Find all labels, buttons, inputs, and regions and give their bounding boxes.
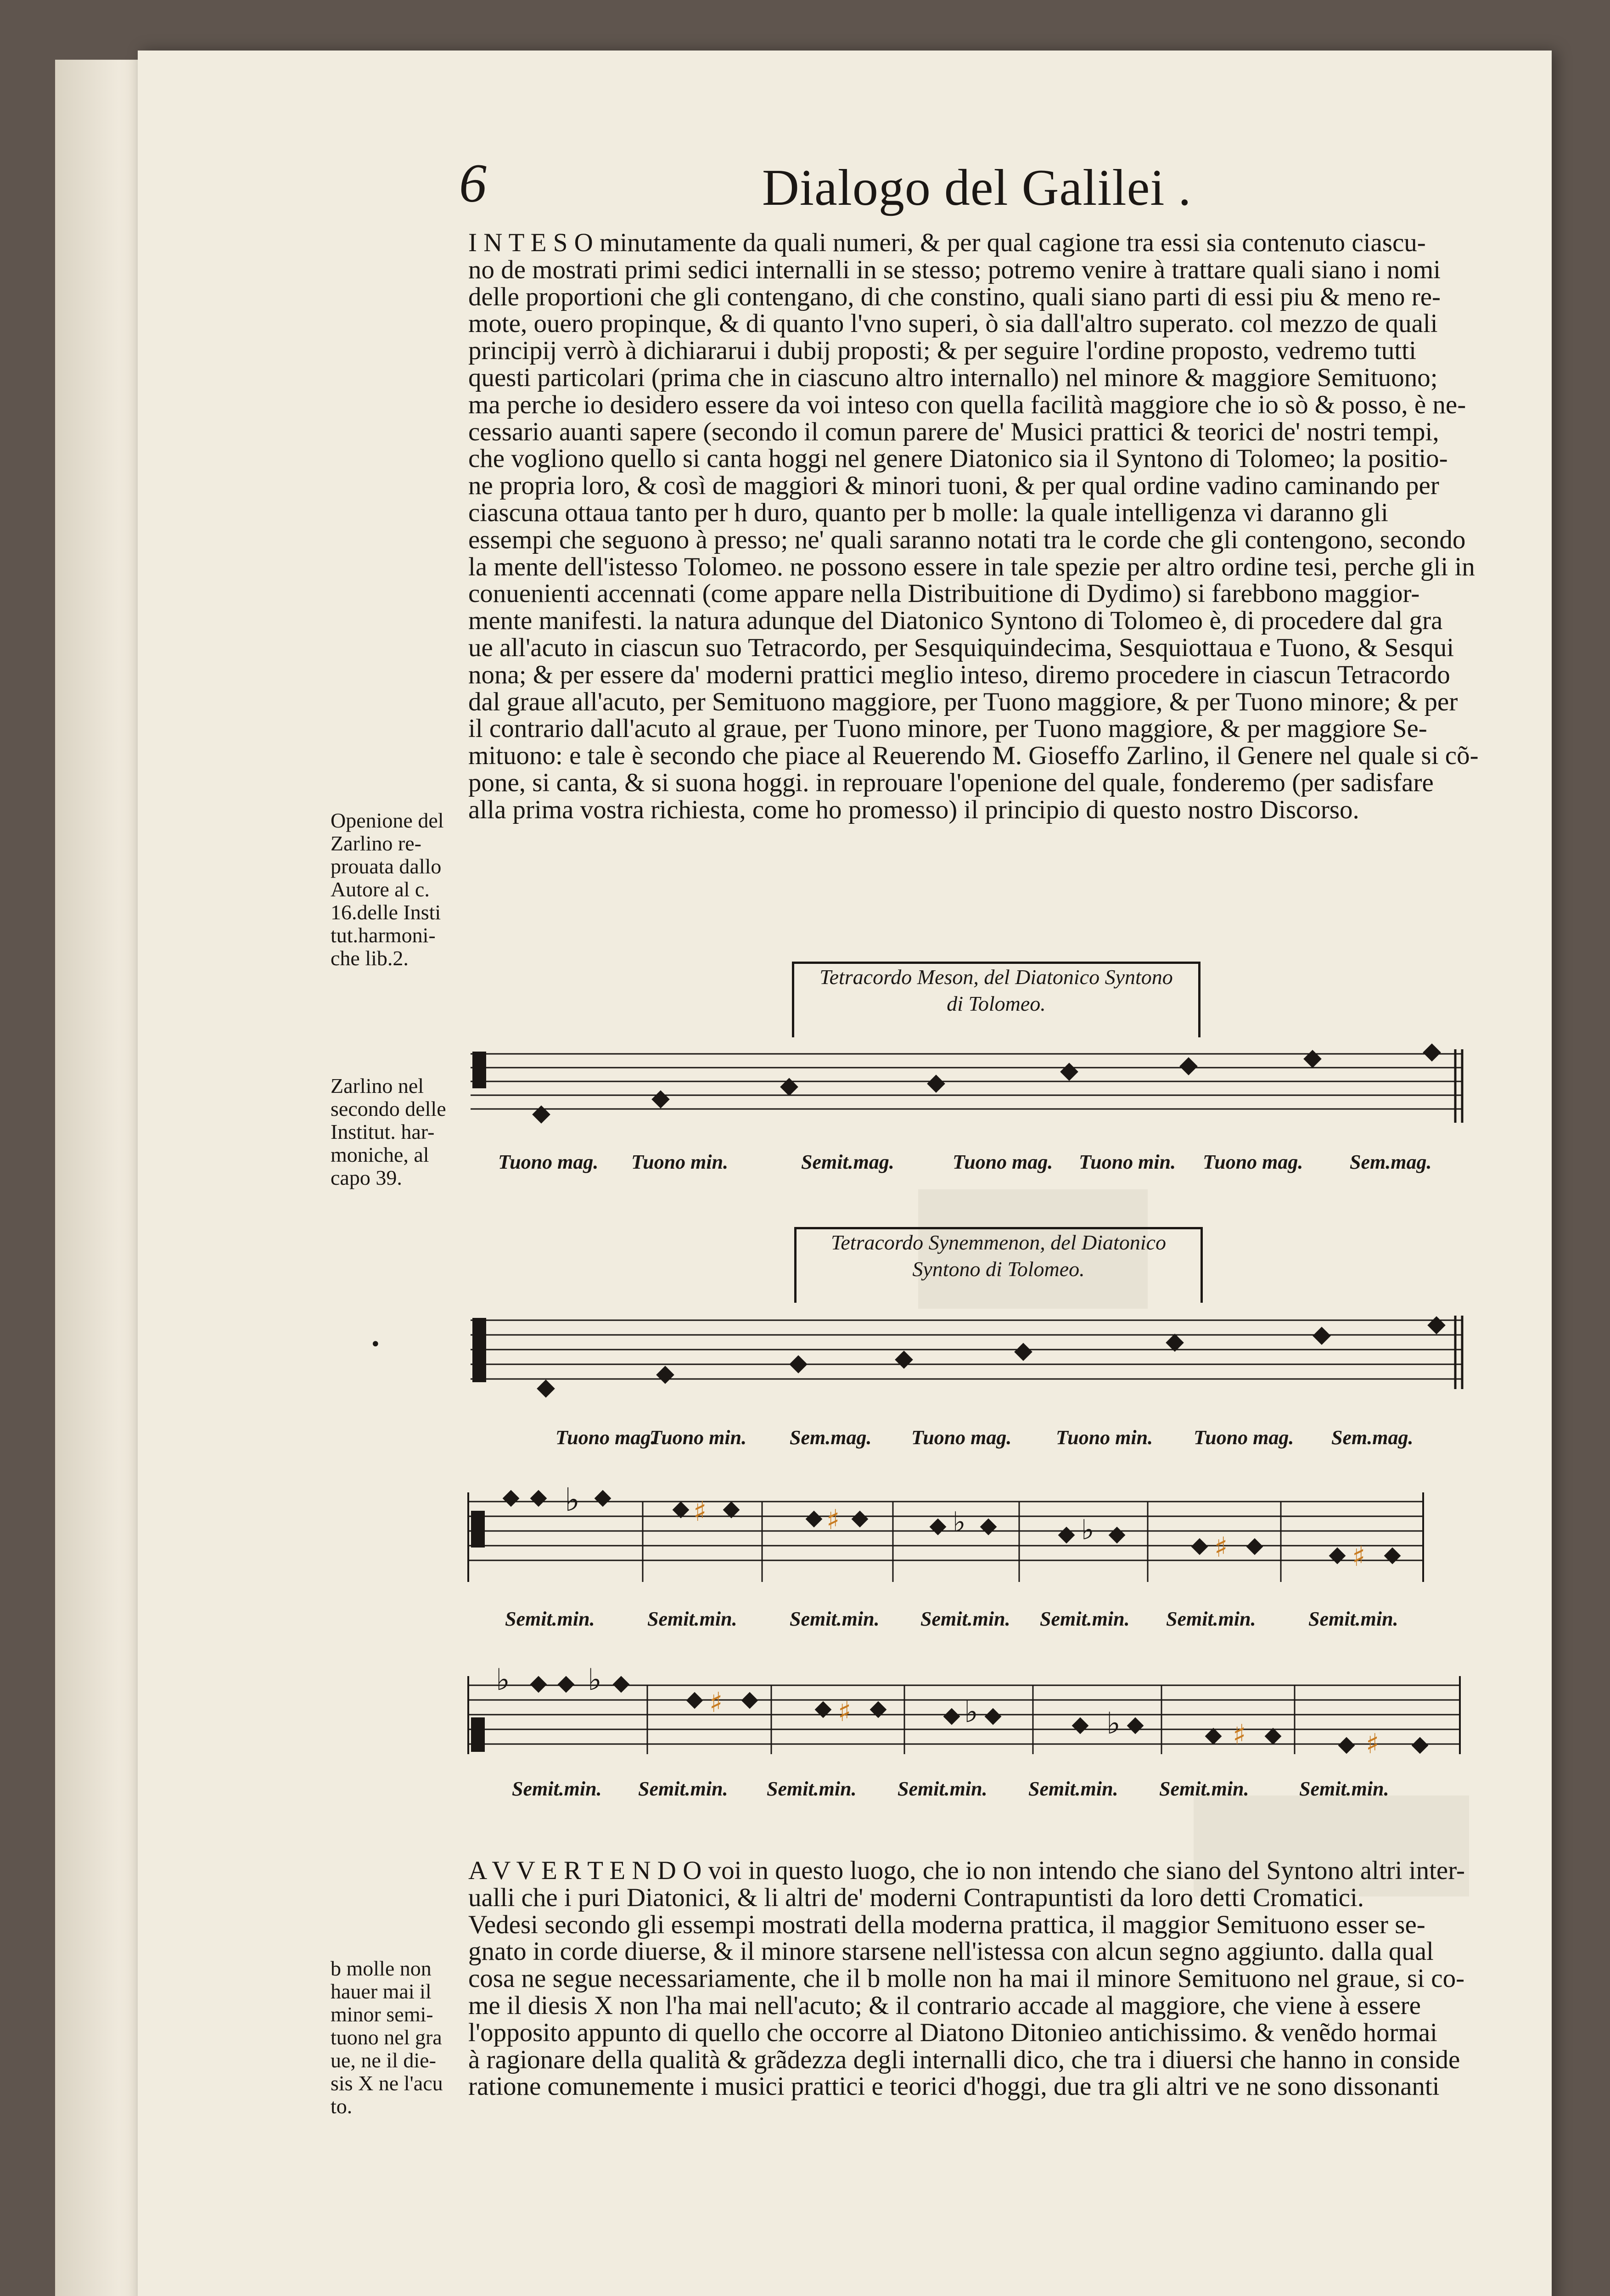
interval-label: Semit.min. [512,1778,602,1800]
interval-label: Tuono mag. [953,1151,1053,1173]
svg-text:♭: ♭ [588,1663,602,1697]
svg-text:♯: ♯ [1233,1719,1246,1751]
stray-mark: • [370,1334,381,1355]
running-title: Dialogo del Galilei . [762,159,1192,216]
interval-label: Sem.mag. [790,1426,872,1449]
text-line: delle proportioni che gli contengano, di che constino, quali siano parti di essi piu & meno re- [468,282,1441,311]
interval-label: Semit.min. [920,1608,1010,1630]
text-line: ma perche io desidero essere da voi inteso con quella facilità maggiore che io sò & posso, è ne- [468,390,1466,419]
interval-label: Semit.min. [1159,1778,1249,1800]
interval-label: Semit.min. [647,1608,737,1630]
svg-text:♯: ♯ [693,1496,707,1528]
interval-label: Semit.min. [638,1778,728,1800]
svg-text:♭: ♭ [1081,1514,1094,1546]
text-line: ue all'acuto in ciascun suo Tetracordo, per Sesquiquindecima, Sesquiottaua e Tuono, & Sesqui [468,633,1454,662]
sharp-icon [693,1496,1365,1573]
svg-text:♭: ♭ [964,1695,978,1729]
margin-note-openione: Openione del Zarlino re- prouata dallo Autore al c. 16.delle Insti tut.harmoni- che lib.2. [331,809,444,970]
text-line: gnato in corde diuerse, & il minore starsene nell'istessa con alcun segno aggiunto. dalla qual [468,1937,1434,1966]
interval-label: Tuono min. [631,1151,729,1173]
svg-text:♭: ♭ [953,1506,966,1538]
text-line: ciascuna ottaua tanto per h duro, quanto per b molle: la quale intelligenza vi daranno gli [468,498,1388,527]
page-number: 6 [459,152,487,214]
svg-text:♯: ♯ [838,1696,852,1728]
music-staff-example3 [468,1483,1432,1589]
interval-label: Semit.min. [1040,1608,1130,1630]
interval-label: Semit.min. [1299,1778,1389,1800]
text-line: principij verrò à dichiararui i dubij proposti; & per seguire l'ordine proposto, vedremo tutti [468,336,1416,366]
interval-label: Semit.min. [790,1608,880,1630]
margin-note-b-molle: b molle non hauer mai il minor semi- tuono nel gra ue, ne il die- sis X ne l'acu to. [331,1957,443,2118]
text-line: pone, si canta, & si suona hoggi. in reprouare l'openione del quale, fonderemo (per sadisfare [468,768,1434,797]
text-line: mente manifesti. la natura adunque del Diatonico Syntono di Tolomeo è, di procedere dal gra [468,606,1443,636]
note-icon [532,1043,1441,1124]
note-icon [537,1316,1446,1398]
interval-label: Tuono min. [1079,1151,1176,1173]
text-line: mote, ouero propinque, & di quanto l'vno superi, ò sia dall'altro superato. col mezzo de quali [468,309,1438,338]
music-staff-example2 [471,1309,1471,1401]
interval-label: Tuono mag. [1194,1426,1294,1449]
interval-label: Tuono mag. [555,1426,656,1449]
clef-icon [472,1052,486,1088]
interval-label: Tuono min. [1056,1426,1153,1449]
text-line: mituono: e tale è secondo che piace al Reuerendo M. Gioseffo Zarlino, il Genere nel quale si cõ- [468,741,1479,771]
interval-label: Tuono mag. [911,1426,1012,1449]
text-line: Vedesi secondo gli essempi mostrati della moderna prattica, il maggior Semituono esser se- [468,1910,1425,1939]
text-line: I N T E S O minutamente da quali numeri, & per qual cagione tra essi sia contenuto ciascu- [468,228,1426,257]
text-line: la mente dell'istesso Tolomeo. ne possono essere in tale spezie per altro ordine tesi, perche gli in [468,552,1475,581]
text-line: ratione comunemente i musici prattici e teorici d'hoggi, due tra gli altri ve ne sono dissonanti [468,2072,1440,2101]
interval-label: Semit.mag. [801,1151,894,1173]
interval-label: Tuono mag. [498,1151,599,1173]
main-paragraph [468,228,1479,824]
interval-label: Tuono mag. [1203,1151,1303,1173]
interval-label: Semit.min. [898,1778,987,1800]
example1-caption: Tetracordo Meson, del Diatonico Syntono di Tolomeo. [792,962,1200,1037]
interval-label: Semit.min. [1308,1608,1398,1630]
text-line: ualli che i puri Diatonici, & li altri de' moderni Contrapuntisti da loro detti Cromatici. [468,1883,1364,1912]
clef-icon [471,1717,485,1752]
text-line: dal graue all'acuto, per Semituono maggiore, per Tuono maggiore, & per Tuono minore; & per [468,687,1458,716]
clef-icon [472,1318,486,1382]
text-line: à ragionare della qualità & grãdezza degli internalli dico, che tra i diuersi che hanno in conside [468,2045,1460,2074]
interval-label: Semit.min. [505,1608,595,1630]
text-line: essempi che seguono à presso; ne' quali saranno notati tra le corde che gli contengono, secondo [468,525,1466,554]
text-line: A V V E R T E N D O voi in questo luogo, che io non intendo che siano del Syntono altri inter- [468,1856,1465,1885]
second-paragraph [468,1856,1465,2101]
music-staff-example4 [468,1653,1469,1768]
interval-label: Tuono min. [650,1426,747,1449]
interval-label: Semit.min. [1166,1608,1256,1630]
text-line: nona; & per essere da' moderni prattici meglio inteso, diremo procedere in ciascun Tetracordo [468,660,1450,689]
text-line: no de mostrati primi sedici internalli in se stesso; potremo venire à trattare quali siano i nomi [468,255,1441,284]
interval-label: Sem.mag. [1350,1151,1432,1173]
text-line: questi particolari (prima che in ciascuno altro internallo) nel minore & maggiore Semituono; [468,363,1438,392]
interval-label: Semit.min. [767,1778,857,1800]
text-line: cosa ne segue necessariamente, che il b molle non ha mai il minore Semituono nel graue, si co- [468,1964,1465,1993]
flat-icon [953,1506,1094,1546]
text-line: alla prima vostra richiesta, come ho promesso) il principio di questo nostro Discorso. [468,795,1359,824]
text-line: che vogliono quello si canta hoggi nel genere Diatonico sia il Syntono di Tolomeo; la positio- [468,444,1448,473]
text-line: me il diesis X non l'ha mai nell'acuto; & il contrario accade al maggiore, che viene à essere [468,1991,1421,2020]
sharp-icon [709,1687,1379,1760]
interval-label: Sem.mag. [1331,1426,1414,1449]
svg-text:♭: ♭ [1106,1706,1121,1741]
svg-text:♯: ♯ [709,1687,723,1719]
interval-label: Semit.min. [1028,1778,1118,1800]
example2-caption: Tetracordo Synemmenon, del Diatonico Syntono di Tolomeo. [794,1227,1203,1303]
clef-icon [471,1511,485,1548]
text-line: l'opposito appunto di quello che occorre al Diatono Ditonieo antichissimo. & venẽdo hormai [468,2018,1437,2047]
text-line: conuenienti accennati (come appare nella Distribuitione di Dydimo) si farebbono maggior- [468,579,1420,608]
margin-note-zarlino: Zarlino nel secondo delle Institut. har- moniche, al capo 39. [331,1074,446,1189]
svg-text:♯: ♯ [1214,1531,1228,1564]
svg-text:♯: ♯ [826,1504,840,1536]
text-line: il contrario dall'acuto al graue, per Tuono minore, per Tuono maggiore, & per maggiore Se- [468,714,1427,743]
text-line: ne propria loro, & così de maggiori & minori tuoni, & per qual ordine vadino caminando per [468,471,1439,501]
svg-text:♭: ♭ [496,1663,510,1697]
flat-icon: ♭ [565,1481,580,1519]
text-line: cessario auanti sapere (secondo il comun parere de' Musici prattici & teorici de' nostri tempi, [468,417,1439,446]
svg-text:♯: ♯ [1366,1728,1380,1760]
music-staff-example1 [471,1042,1471,1130]
svg-text:♯: ♯ [1352,1541,1366,1573]
